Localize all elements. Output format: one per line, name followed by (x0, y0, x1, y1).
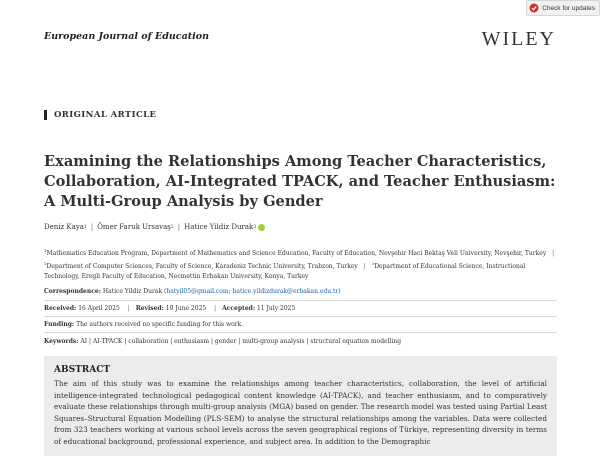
article-dates (44, 305, 297, 312)
divider (44, 300, 557, 301)
keywords-label: Keywords: (44, 338, 79, 345)
publisher-logo: WILEY (481, 28, 556, 50)
received-label: Received: (44, 305, 77, 312)
received-date: 16 April 2025 (78, 305, 120, 312)
correspondence-email[interactable]: (hatyil05@gmail.com; hatice.yildizdurak@erbakan.edu.tr) (164, 288, 341, 295)
article-type: ORIGINAL ARTICLE (44, 110, 156, 120)
affil-sup: 1 (44, 248, 47, 253)
correspondence-name: Hatice Yildiz Durak (102, 288, 163, 295)
abstract-text: The aim of this study was to examine the relationships among teacher characteristics, collaboration, the level of artificial intelligence-integrated technological pedagogical content knowledge (AI-TPACK), and teacher enthusiasm, and to comparatively evaluate these relationships through multi-group analysis (MGA) based on gender. The research model was tested using Partial Least Squares–Structural Equation Modelling (PLS-SEM) to analyse the structural relationships among the variables. Data were collected from 323 teachers working at various school levels across the seven geographical regions of Türkiye, representing diversity in terms of educational background, professional experience, and subject area. In addition to the Demographic (54, 379, 547, 446)
author-separator: | (177, 223, 181, 231)
abstract-heading: ABSTRACT (54, 365, 111, 375)
revised-date: 19 June 2025 (165, 305, 207, 312)
check-for-updates-label: Check for updates (542, 4, 595, 12)
revised-label: Revised: (135, 305, 164, 312)
correspondence (44, 288, 341, 295)
abstract-box (44, 356, 557, 456)
author-sup: 3 (253, 224, 257, 230)
funding-label: Funding: (44, 321, 75, 328)
journal-name: European Journal of Education (44, 31, 209, 42)
check-for-updates-badge[interactable] (526, 0, 600, 16)
article-title: Examining the Relationships Among Teacher Characteristics, Collaboration, AI-Integrated TPACK, and Teacher Enthusiasm: A Multi-Group Analysis by Gender (44, 153, 556, 210)
affil-separator: | (552, 250, 555, 257)
affiliations (44, 246, 559, 282)
affil-separator: | (363, 263, 366, 270)
author-sup: 1 (83, 224, 87, 230)
date-separator: | (214, 305, 217, 312)
funding (44, 321, 243, 328)
date-separator: | (127, 305, 130, 312)
orcid-icon[interactable] (258, 224, 265, 231)
divider (44, 316, 557, 317)
author-name[interactable]: Ömer Faruk Ursavaş (97, 223, 171, 231)
divider (44, 332, 557, 333)
keywords (44, 338, 401, 345)
author-name[interactable]: Hatice Yildiz Durak (184, 223, 254, 231)
affil-sup: 3 (371, 261, 375, 266)
check-for-updates-icon (529, 3, 539, 13)
affil-sup: 2 (44, 261, 47, 266)
accepted-label: Accepted: (222, 305, 256, 312)
correspondence-label: Correspondence: (44, 288, 101, 295)
author-sup: 2 (170, 224, 174, 230)
author-list (44, 223, 265, 231)
affiliation: Department of Computer Sciences, Faculty of Science, Karadeniz Technic University, Trabzon, Turkey (46, 263, 358, 270)
affiliation: Department of Educational Science, Instructional Technology, Eregli Faculty of Education, Necmettin Erbakan University, Konya, Turkey (44, 263, 526, 280)
author-separator: | (90, 223, 94, 231)
keywords-text: AI | AI-TPACK | collaboration | enthusiasm | gender | multi-group analysis | structural equation modelling (80, 338, 402, 345)
funding-text: The authors received no specific funding for this work. (76, 321, 244, 328)
author-name[interactable]: Deniz Kaya (44, 223, 84, 231)
accepted-date: 11 July 2025 (256, 305, 296, 312)
affiliation: Mathematics Education Program, Department of Mathematics and Science Education, Faculty of Education, Nevşehir Haci Bektaş Veli University, Nevşehir, Turkey (46, 250, 547, 257)
